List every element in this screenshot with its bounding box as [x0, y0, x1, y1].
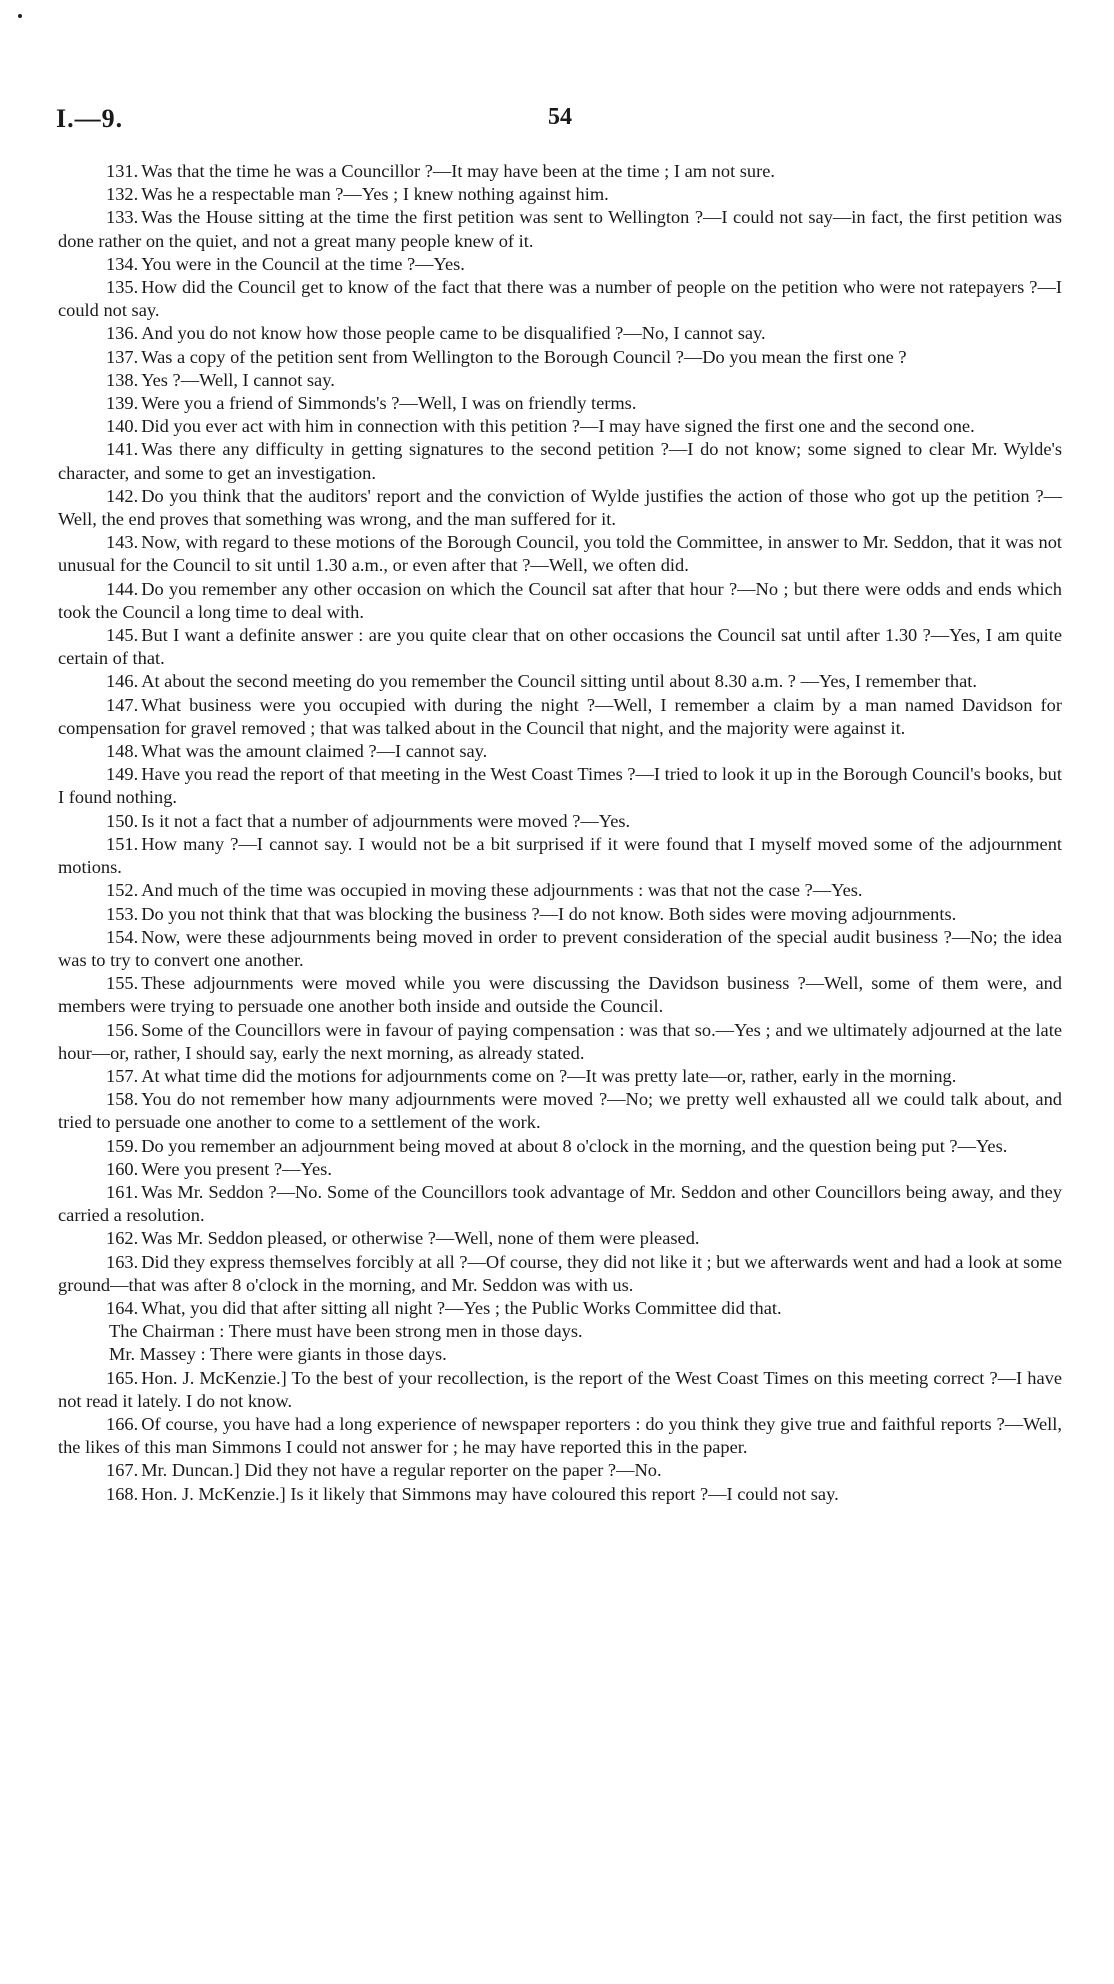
testimony-paragraph [58, 160, 1062, 183]
question-number: 168. [106, 1483, 139, 1504]
question-number: 155. [106, 973, 139, 994]
testimony-paragraph [58, 694, 1062, 740]
question-answer-text: Yes ?—Well, I cannot say. [141, 369, 335, 390]
question-number: 143. [106, 532, 139, 553]
question-number: 165. [106, 1367, 139, 1388]
question-number: 135. [106, 277, 139, 298]
question-answer-text: Do you not think that that was blocking the business ?—I do not know. Both sides were moving adjournments. [141, 903, 957, 924]
question-answer-text: Was Mr. Seddon pleased, or otherwise ?—Well, none of them were pleased. [141, 1228, 700, 1249]
question-answer-text: Mr. Duncan.] Did they not have a regular reporter on the paper ?—No. [141, 1460, 662, 1481]
question-number: 162. [106, 1228, 139, 1249]
testimony-paragraph [58, 1088, 1062, 1134]
testimony-paragraph [58, 1135, 1062, 1158]
testimony-body [58, 160, 1062, 1506]
question-answer-text: You do not remember how many adjournments were moved ?—No; we pretty well exhausted all we could talk about, and tried to persuade one another to come to a settlement of the work. [58, 1089, 1062, 1133]
question-answer-text: Have you read the report of that meeting in the West Coast Times ?—I tried to look it up in the Borough Council's books, but I found nothing. [58, 764, 1062, 808]
question-answer-text: Was there any difficulty in getting signatures to the second petition ?—I do not know; some signed to clear Mr. Wylde's character, and some to get an investigation. [58, 439, 1062, 483]
question-number: 150. [106, 810, 139, 831]
question-number: 141. [106, 439, 139, 460]
question-number: 138. [106, 369, 139, 390]
testimony-paragraph [58, 972, 1062, 1018]
question-answer-text: Was the House sitting at the time the first petition was sent to Wellington ?—I could not say—in fact, the first petition was done rather on the quiet, and not a great many people knew of it. [58, 207, 1062, 251]
page-number: 54 [548, 104, 572, 130]
testimony-paragraph [58, 1413, 1062, 1459]
testimony-paragraph [58, 1065, 1062, 1088]
question-answer-text: Did you ever act with him in connection with this petition ?—I may have signed the first one and the second one. [141, 416, 975, 437]
question-number: 136. [106, 323, 139, 344]
question-number: 145. [106, 625, 139, 646]
question-answer-text: Do you remember an adjournment being moved at about 8 o'clock in the morning, and the question being put ?—Yes. [141, 1135, 1008, 1156]
testimony-paragraph [58, 1251, 1062, 1297]
question-number: 158. [106, 1089, 139, 1110]
question-answer-text: And you do not know how those people came to be disqualified ?—No, I cannot say. [141, 323, 766, 344]
parliamentary-paper-reference: I.—9. [56, 104, 124, 133]
question-answer-text: Do you think that the auditors' report and the conviction of Wylde justifies the action of those who got up the petition ?—Well, the end proves that something was wrong, and the man suffered for it. [58, 485, 1062, 530]
testimony-paragraph [58, 1459, 1062, 1482]
page-header [56, 104, 1058, 138]
question-number: 156. [106, 1019, 139, 1040]
question-answer-text: And much of the time was occupied in moving these adjournments : was that not the case ?—Yes. [141, 880, 863, 901]
question-number: 166. [106, 1413, 139, 1434]
question-answer-text: Was Mr. Seddon ?—No. Some of the Councillors took advantage of Mr. Seddon and other Councillors being away, and they carried a resolution. [58, 1181, 1062, 1226]
question-answer-text: You were in the Council at the time ?—Yes. [141, 253, 465, 274]
testimony-paragraph [58, 392, 1062, 415]
question-answer-text: Of course, you have had a long experience of newspaper reporters : do you think they give true and faithful reports ?—Well, the likes of this man Simmons I could not answer for ; he may have reported this in the paper. [58, 1413, 1062, 1458]
question-answer-text: Hon. J. McKenzie.] Is it likely that Simmons may have coloured this report ?—I could not say. [141, 1483, 839, 1504]
question-number: 164. [106, 1297, 139, 1318]
question-number: 133. [106, 207, 139, 228]
question-answer-text: What business were you occupied with during the night ?—Well, I remember a claim by a man named Davidson for compensation for gravel removed ; that was talked about in the Council that night, and the majority were against it. [58, 694, 1062, 738]
question-number: 154. [106, 926, 139, 947]
question-number: 146. [106, 671, 139, 692]
question-answer-text: How did the Council get to know of the fact that there was a number of people on the petition who were not ratepayers ?—I could not say. [58, 277, 1062, 321]
question-answer-text: Did they express themselves forcibly at all ?—Of course, they did not like it ; but we afterwards went and had a look at some ground—that was after 8 o'clock in the morning, and Mr. Seddon was with us. [58, 1251, 1062, 1295]
testimony-paragraph [58, 206, 1062, 252]
testimony-paragraph [58, 763, 1062, 809]
testimony-paragraph [58, 276, 1062, 322]
testimony-paragraph [58, 879, 1062, 902]
question-number: 140. [106, 416, 139, 437]
testimony-paragraph [58, 1227, 1062, 1250]
question-number: 159. [106, 1135, 139, 1156]
testimony-paragraph [58, 670, 1062, 693]
question-answer-text: Were you present ?—Yes. [141, 1158, 332, 1179]
question-number: 134. [106, 253, 139, 274]
question-answer-text: Mr. Massey : There were giants in those days. [109, 1344, 447, 1365]
testimony-paragraph [58, 926, 1062, 972]
testimony-paragraph [58, 1019, 1062, 1065]
question-answer-text: How many ?—I cannot say. I would not be a bit surprised if it were found that I myself moved some of the adjournment motions. [58, 833, 1062, 878]
testimony-paragraph [58, 1181, 1062, 1227]
question-answer-text: What was the amount claimed ?—I cannot say. [141, 741, 488, 762]
question-number: 144. [106, 578, 139, 599]
question-answer-text: These adjournments were moved while you were discussing the Davidson business ?—Well, some of them were, and members were trying to persuade one another both inside and outside the Council. [58, 973, 1062, 1017]
testimony-paragraph [58, 1320, 1062, 1343]
testimony-paragraph [58, 624, 1062, 670]
testimony-paragraph [58, 183, 1062, 206]
testimony-paragraph [58, 253, 1062, 276]
question-number: 163. [106, 1251, 139, 1272]
question-answer-text: Was a copy of the petition sent from Wellington to the Borough Council ?—Do you mean the first one ? [141, 346, 907, 367]
question-number: 161. [106, 1181, 139, 1202]
question-number: 167. [106, 1460, 139, 1481]
testimony-paragraph [58, 810, 1062, 833]
testimony-paragraph [58, 1483, 1062, 1506]
scan-speck [18, 14, 22, 18]
question-number: 132. [106, 184, 139, 205]
question-number: 149. [106, 764, 139, 785]
testimony-paragraph [58, 1158, 1062, 1181]
question-answer-text: Were you a friend of Simmonds's ?—Well, I was on friendly terms. [141, 393, 637, 414]
testimony-paragraph [58, 531, 1062, 577]
testimony-paragraph [58, 903, 1062, 926]
testimony-paragraph [58, 578, 1062, 624]
question-answer-text: At what time did the motions for adjournments come on ?—It was pretty late—or, rather, early in the morning. [141, 1065, 957, 1086]
question-number: 148. [106, 741, 139, 762]
testimony-paragraph [58, 322, 1062, 345]
question-answer-text: Was he a respectable man ?—Yes ; I knew nothing against him. [141, 184, 609, 205]
testimony-paragraph [58, 833, 1062, 879]
question-answer-text: The Chairman : There must have been strong men in those days. [109, 1321, 583, 1342]
question-number: 160. [106, 1158, 139, 1179]
question-number: 131. [106, 161, 139, 181]
question-answer-text: Hon. J. McKenzie.] To the best of your recollection, is the report of the West Coast Times on this meeting correct ?—I have not read it lately. I do not know. [58, 1367, 1062, 1411]
question-answer-text: But I want a definite answer : are you quite clear that on other occasions the Council sat until after 1.30 ?—Yes, I am quite certain of that. [58, 625, 1062, 669]
question-number: 139. [106, 393, 139, 414]
question-number: 142. [106, 485, 139, 506]
question-answer-text: Now, with regard to these motions of the Borough Council, you told the Committee, in answer to Mr. Seddon, that it was not unusual for the Council to sit until 1.30 a.m., or even after that ?—Well, we often did. [58, 532, 1062, 576]
question-number: 153. [106, 903, 139, 924]
testimony-paragraph [58, 485, 1062, 531]
testimony-paragraph [58, 1297, 1062, 1320]
question-answer-text: Is it not a fact that a number of adjournments were moved ?—Yes. [141, 810, 631, 831]
question-number: 157. [106, 1065, 139, 1086]
testimony-paragraph [58, 369, 1062, 392]
question-answer-text: Now, were these adjournments being moved in order to prevent consideration of the special audit business ?—No; the idea was to try to convert one another. [58, 926, 1062, 970]
question-number: 152. [106, 880, 139, 901]
question-answer-text: Was that the time he was a Councillor ?—It may have been at the time ; I am not sure. [141, 161, 776, 181]
question-answer-text: Some of the Councillors were in favour of paying compensation : was that so.—Yes ; and we ultimately adjourned at the late hour—or, rather, I should say, early the next morning, as already stated. [58, 1019, 1062, 1063]
testimony-paragraph [58, 1343, 1062, 1366]
question-answer-text: At about the second meeting do you remember the Council sitting until about 8.30 a.m. ? —Yes, I remember that. [141, 671, 977, 692]
testimony-paragraph [58, 346, 1062, 369]
question-number: 151. [106, 833, 139, 854]
question-answer-text: Do you remember any other occasion on which the Council sat after that hour ?—No ; but there were odds and ends which took the Council a long time to deal with. [58, 578, 1062, 622]
testimony-paragraph [58, 438, 1062, 484]
question-answer-text: What, you did that after sitting all night ?—Yes ; the Public Works Committee did that. [141, 1297, 782, 1318]
question-number: 147. [106, 694, 139, 715]
testimony-paragraph [58, 740, 1062, 763]
question-number: 137. [106, 346, 139, 367]
testimony-paragraph [58, 1367, 1062, 1413]
testimony-paragraph [58, 415, 1062, 438]
